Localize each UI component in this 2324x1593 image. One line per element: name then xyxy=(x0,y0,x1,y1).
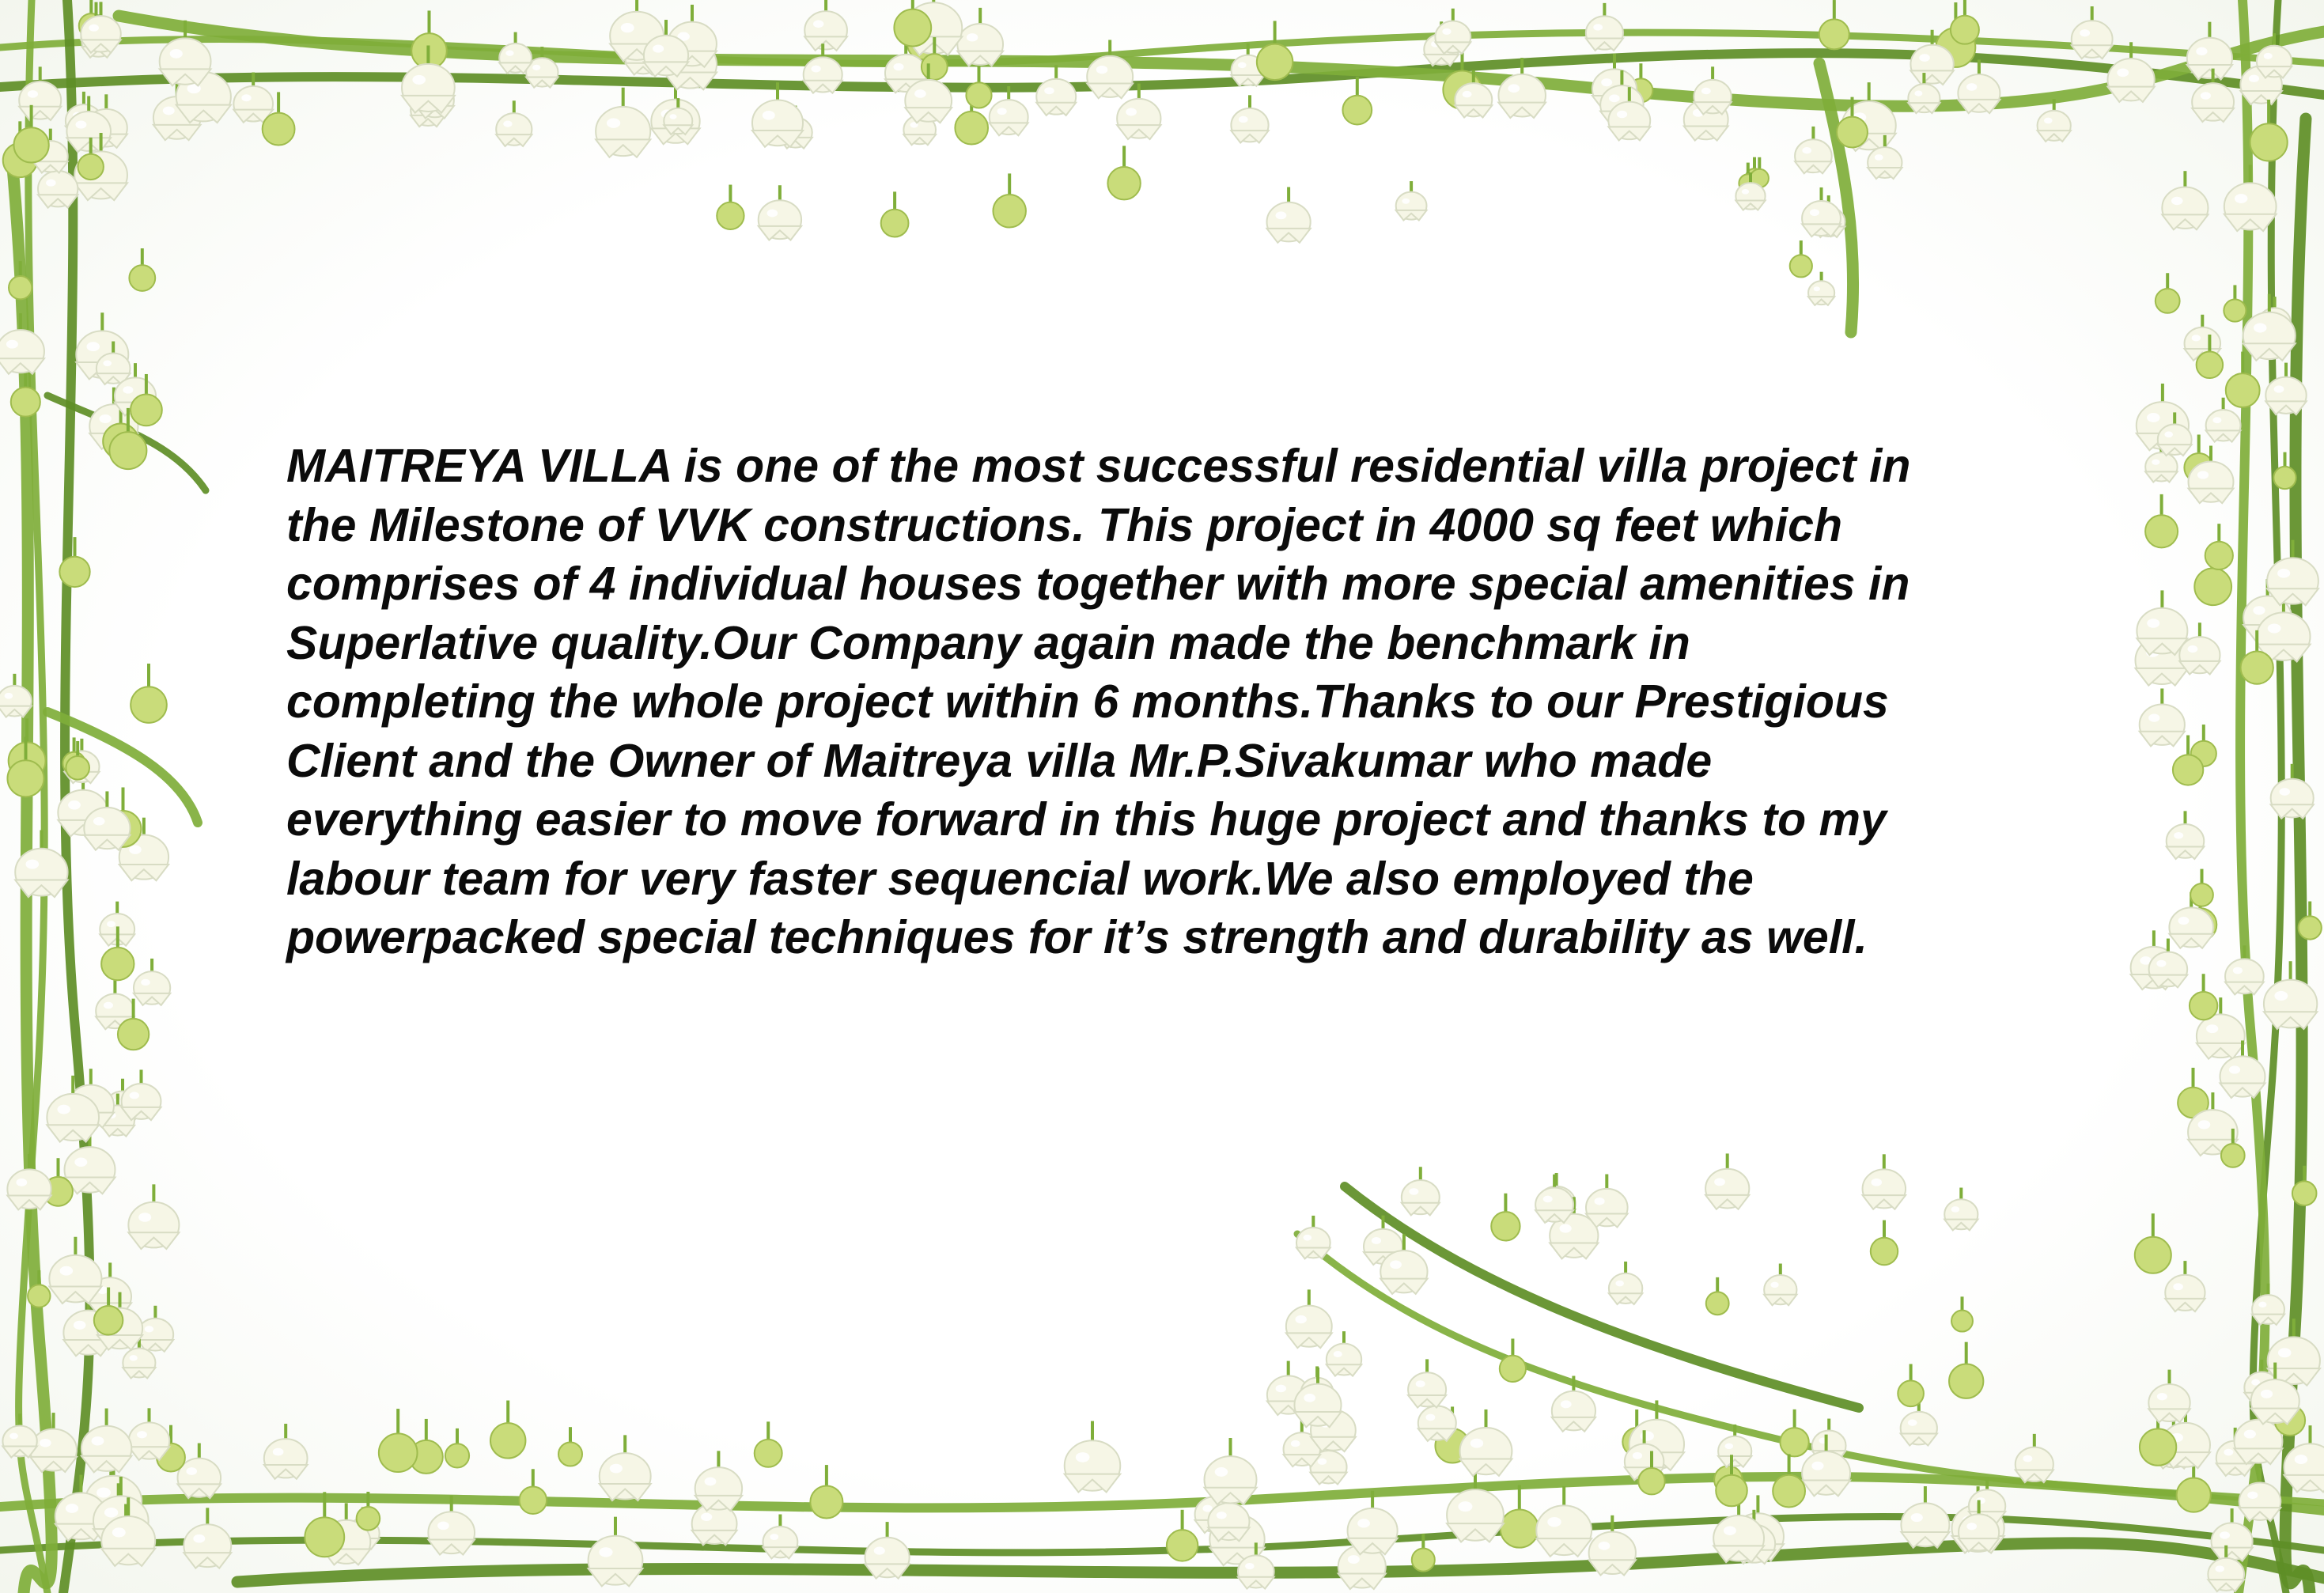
lily-bud xyxy=(129,248,155,291)
lily-bloom xyxy=(19,66,61,120)
lily-bud xyxy=(966,66,991,108)
lily-bud xyxy=(490,1401,525,1459)
lily-bloom xyxy=(2165,1261,2205,1311)
lily-bud xyxy=(1949,1342,1983,1398)
lily-bloom xyxy=(752,82,803,147)
lily-bud xyxy=(2205,524,2233,569)
lily-bloom xyxy=(1586,1175,1628,1228)
lily-bud xyxy=(1773,1454,1805,1507)
lily-bud xyxy=(1790,240,1812,277)
lily-bloom xyxy=(2187,22,2232,80)
lily-bloom xyxy=(1808,272,1834,305)
lily-bloom xyxy=(589,1517,643,1587)
lily-bloom xyxy=(1065,1421,1121,1493)
lily-bloom xyxy=(264,1424,308,1479)
lily-bloom xyxy=(1435,9,1470,54)
lily-bud xyxy=(1819,0,1849,49)
lily-bloom xyxy=(2038,99,2071,142)
lily-bloom xyxy=(1327,1331,1361,1376)
lily-bloom xyxy=(2137,590,2187,655)
lily-bud xyxy=(2135,1213,2171,1273)
lily-bloom xyxy=(1901,1486,1949,1548)
lily-bloom xyxy=(1460,1409,1512,1476)
lily-bloom xyxy=(1705,1153,1749,1209)
lily-bud xyxy=(1780,1409,1808,1457)
lily-bloom xyxy=(990,86,1028,135)
lily-bloom xyxy=(134,959,170,1005)
lily-bloom xyxy=(2264,961,2317,1029)
lily-bloom xyxy=(1764,1264,1796,1306)
lily-bloom xyxy=(1795,127,1832,173)
lily-bud xyxy=(2156,273,2180,313)
lily-bloom xyxy=(1087,40,1133,98)
lily-bloom xyxy=(1586,3,1623,51)
lily-bud xyxy=(520,1469,547,1514)
lily-bloom xyxy=(81,2,120,52)
lily-bloom xyxy=(763,1515,797,1559)
lily-bud xyxy=(2224,285,2246,321)
lily-bloom xyxy=(2,1413,36,1457)
lily-bloom xyxy=(1294,1368,1341,1427)
lily-bloom xyxy=(499,32,532,74)
lily-bloom xyxy=(1036,65,1076,115)
lily-bloom xyxy=(1944,1188,1978,1231)
lily-bud xyxy=(2145,494,2178,547)
lily-bud xyxy=(445,1428,469,1468)
lily-bloom xyxy=(2167,811,2205,859)
lily-bloom xyxy=(1267,187,1311,242)
lily-bloom xyxy=(1958,59,2000,113)
lily-bloom xyxy=(865,1522,910,1579)
lily-bud xyxy=(1167,1510,1198,1561)
lily-bloom xyxy=(49,1237,101,1304)
lily-bloom xyxy=(759,185,801,240)
lily-bud xyxy=(2226,352,2260,407)
lily-bud xyxy=(379,1409,418,1472)
lily-bloom xyxy=(1609,1262,1642,1304)
lily-bud xyxy=(1257,21,1293,80)
lily-bud xyxy=(755,1421,782,1466)
lily-bloom xyxy=(695,1451,742,1511)
lily-bloom xyxy=(1348,1491,1398,1554)
lily-bloom xyxy=(2148,1370,2190,1423)
lily-bloom xyxy=(2140,688,2185,746)
lily-bloom xyxy=(957,8,1003,66)
lily-bloom xyxy=(1296,1216,1330,1258)
lily-bloom xyxy=(128,1184,179,1249)
lily-bloom xyxy=(1863,1154,1906,1209)
lily-bloom xyxy=(1535,1175,1573,1223)
lily-bloom xyxy=(600,1435,651,1500)
lily-bud xyxy=(717,185,744,229)
lily-bloom xyxy=(2225,945,2264,994)
lily-bud xyxy=(1501,1485,1539,1548)
lily-bud xyxy=(1342,77,1372,124)
lily-bud xyxy=(881,191,909,236)
lily-bud xyxy=(11,369,40,417)
lily-bud xyxy=(558,1427,582,1466)
lily-bud xyxy=(1706,1277,1729,1315)
lily-bloom xyxy=(1694,66,1731,114)
lily-bud xyxy=(131,664,167,723)
lily-bud xyxy=(1898,1364,1924,1406)
lily-bud xyxy=(2190,974,2217,1020)
lily-bloom xyxy=(1396,181,1427,220)
lily-bud xyxy=(1951,1296,1973,1331)
lily-bloom xyxy=(1402,1167,1440,1215)
lily-bud xyxy=(1871,1220,1898,1266)
lily-bloom xyxy=(2016,1434,2053,1482)
lily-bloom xyxy=(2162,171,2208,229)
lily-bloom xyxy=(596,88,650,157)
lily-bloom xyxy=(7,1154,51,1209)
lily-bud xyxy=(993,173,1025,227)
lily-bloom xyxy=(1286,1289,1332,1348)
lily-bud xyxy=(810,1465,842,1518)
lily-bloom xyxy=(1231,95,1268,142)
lily-bud xyxy=(1500,1338,1526,1382)
lily-bloom xyxy=(496,100,532,146)
lily-bud xyxy=(2250,100,2287,161)
lily-bud xyxy=(1107,146,1140,199)
villa-description-paragraph: MAITREYA VILLA is one of the most successful residential villa project in the Milestone of VVK constructions. This project in 4000 sq feet which comprises of 4 individual houses together with more special amenities in Superlative quality.Our Company again made the benchmark in completing the whole project within 6 months.Thanks to our Prestigious Client and the Owner of Maitreya villa Mr.P.Sivakumar who made everything easier to move forward in this huge project and thanks to my labour team for very faster sequencial work.We also employed the powerpacked special techniques for it’s strength and durability as well. xyxy=(286,440,1911,963)
lily-bloom xyxy=(184,1508,231,1568)
lily-bloom xyxy=(122,1069,161,1120)
lily-bloom xyxy=(1802,187,1841,236)
lily-bloom xyxy=(2271,764,2314,819)
lily-bloom xyxy=(129,1408,169,1460)
lily-bloom xyxy=(804,0,847,51)
lily-bloom xyxy=(1536,1486,1592,1557)
lily-bloom xyxy=(1205,1438,1257,1504)
lily-bud xyxy=(2190,869,2213,906)
lily-bloom xyxy=(1408,1359,1446,1407)
lily-bloom xyxy=(1447,1470,1504,1542)
lily-bloom xyxy=(2072,6,2113,59)
lily-bud xyxy=(1491,1194,1520,1241)
